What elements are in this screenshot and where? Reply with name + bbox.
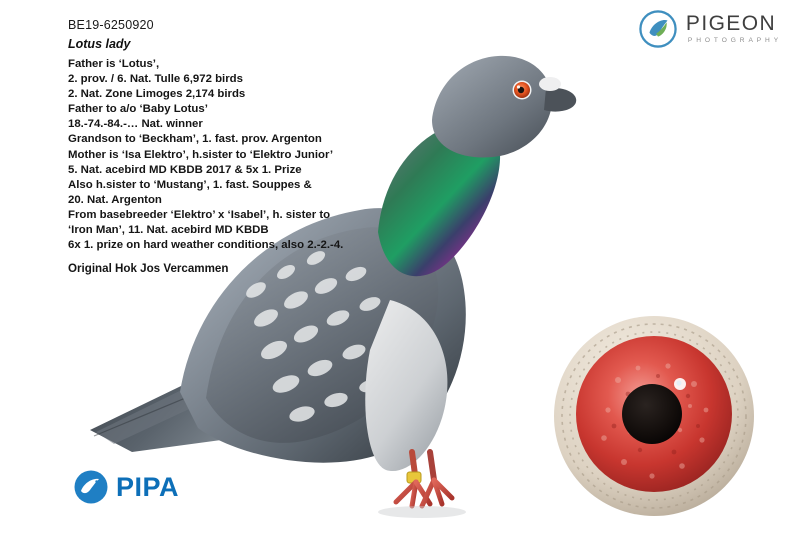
pedigree-line: Grandson to ‘Beckham’, 1. fast. prov. Argenton — [68, 133, 322, 146]
pp-title: PIGEON — [685, 12, 777, 36]
pipa-logo — [74, 470, 179, 504]
pedigree-line: 18.-74.-84.-… Nat. winner — [68, 118, 203, 131]
pedigree-line: 2. prov. / 6. Nat. Tulle 6,972 birds — [68, 73, 243, 86]
pigeon-photography-mark-icon — [639, 10, 677, 48]
pedigree-line: ‘Iron Man’, 11. Nat. acebird MD KBDB — [68, 224, 269, 237]
pedigree-line: 5. Nat. acebird MD KBDB 2017 & 5x 1. Prize — [68, 163, 302, 176]
pedigree-line: 2. Nat. Zone Limoges 2,174 birds — [68, 88, 246, 101]
eye-closeup-photo — [548, 310, 760, 522]
pedigree-line: Father to a/o ‘Baby Lotus’ — [68, 103, 208, 116]
ring-id: BE19-6250920 — [68, 18, 154, 32]
pedigree-line: 20. Nat. Argenton — [68, 193, 162, 206]
pipa-wordmark: PIPA — [116, 471, 180, 502]
pedigree-line: From basebreeder ‘Elektro’ x ‘Isabel’, h. sister to — [68, 208, 331, 221]
pedigree-line: 6x 1. prize on hard weather conditions, also 2.-2.-4. — [68, 239, 344, 252]
pedigree-line: Father is ‘Lotus’, — [68, 58, 160, 70]
pigeon-name: Lotus lady — [68, 37, 131, 51]
pigeon-photography-logo — [639, 10, 782, 48]
pedigree-text — [68, 57, 368, 253]
pedigree-line: Mother is ‘Isa Elektro’, h.sister to ‘Elektro Junior’ — [68, 148, 334, 161]
breeder-line: Original Hok Jos Vercammen — [68, 262, 229, 275]
pp-subtitle: PHOTOGRAPHY — [687, 37, 782, 45]
pedigree-line: Also h.sister to ‘Mustang’, 1. fast. Souppes & — [68, 178, 312, 191]
pigeon-photography-wordmark — [686, 13, 782, 45]
pipa-bird-icon — [74, 470, 108, 504]
